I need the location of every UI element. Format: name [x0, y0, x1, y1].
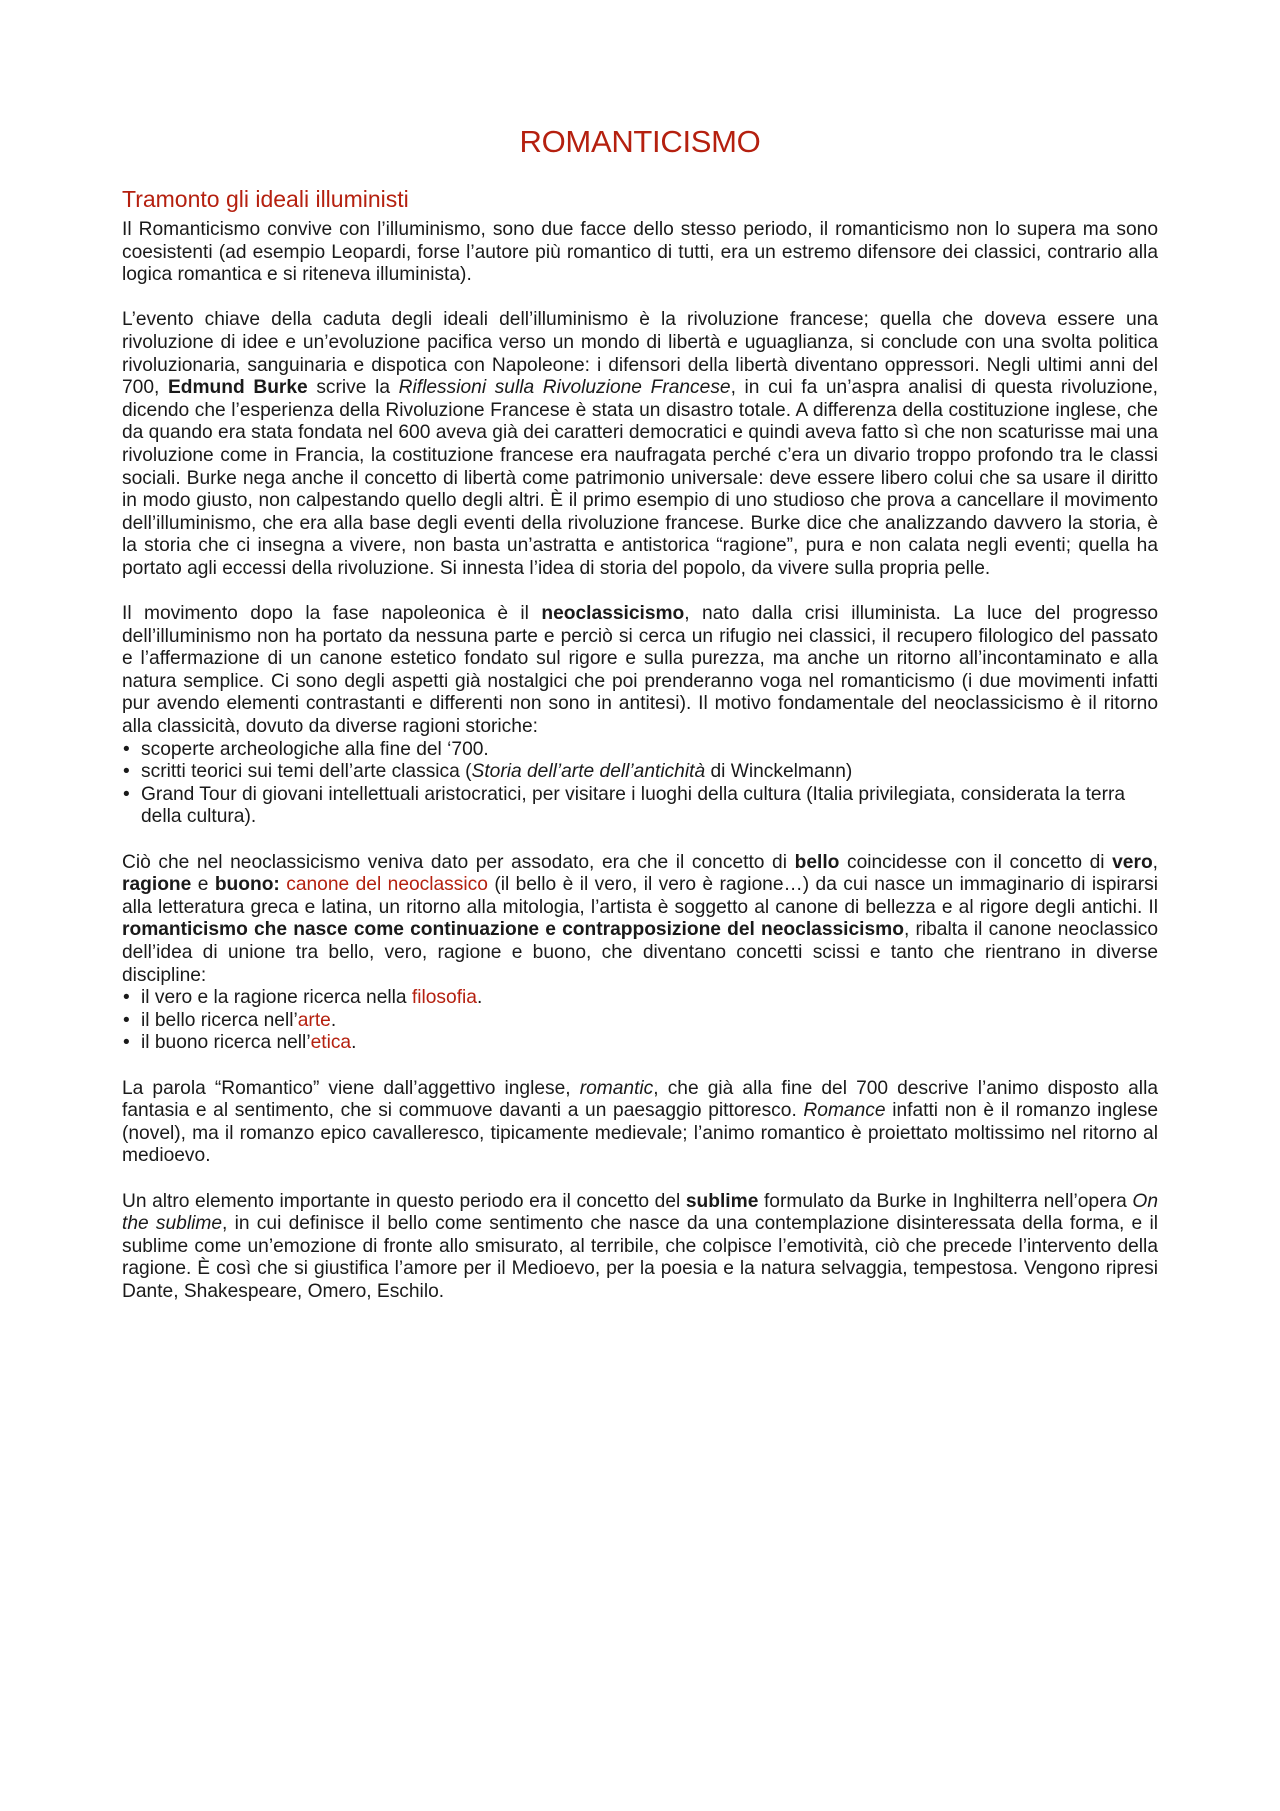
bold-romanticismo-statement: romanticismo che nasce come continuazione e contrapposizione del neoclassicismo [122, 919, 904, 941]
page-title: ROMANTICISMO [519, 124, 761, 159]
section-heading: Tramonto gli ideali illuministi [122, 186, 409, 212]
paragraph-french-revolution: L’evento chiave della caduta degli ideali dell’illuminismo è la rivoluzione francese; quella che doveva essere una rivoluzione di idee e un’evoluzione pacifica verso un mondo di libertà e uguaglianza, si conclude con una svolta politica rivoluzionaria, sanguinaria e dispotica con Napoleone: i difensori della libertà diventano oppressori. Negli ultimi anni del 700, Edmund Burke scrive la Riflessioni sulla Rivoluzione Francese, in cui fa un’aspra analisi di questa rivoluzione, dicendo che l’esperienza della Rivoluzione Francese è stata un disastro totale. A differenza della costituzione inglese, che da quando era stata fondata nel 600 aveva già dei caratteri democratici e quindi aveva fatto sì che non scaturisse mai una rivoluzione come in Francia, la costituzione francese era naufragata perché c’era un divario troppo profondo tra le classi sociali. Burke nega anche il concetto di libertà come patrimonio universale: deve essere libero colui che sa usare il diritto in modo giusto, non calpestando quello degli altri. È il primo esempio di uno studioso che prova a cancellare il movimento dell’illuminismo, che era alla base degli eventi della rivoluzione francese. Burke dice che analizzando davvero la storia, è la storia che ci insegna a vivere, non basta un’astratta e antistorica “ragione”, pura e non calata negli eventi; quella ha portato agli eccessi della rivoluzione. Si innesta l’idea di storia del popolo, da vivere sulla propria pelle. [122, 309, 1158, 579]
highlight-canone: canone del neoclassico [286, 874, 488, 896]
paragraph-romantico-word: La parola “Romantico” viene dall’aggettivo inglese, romantic, che già alla fine del 700 descrive l’animo disposto alla fantasia e al sentimento, che si commuove davanti a un paesaggio pittoresco. Romance infatti non è il romanzo inglese (novel), ma il romanzo epico cavalleresco, tipicamente medievale; l’animo romantico è proiettato moltissimo nel ritorno al medioevo. [122, 1077, 1159, 1167]
list-item: • Grand Tour di giovani intellettuali aristocratici, per visitare i luoghi della cultura (Italia privilegiata, considerata la terra della cultura). [122, 784, 1158, 829]
list-disciplines [122, 987, 1158, 1055]
paragraph-neoclassicism: Il movimento dopo la fase napoleonica è il neoclassicismo, nato dalla crisi illuminista. La luce del progresso dell’illuminismo non ha portato da nessuna parte e perciò si cerca un rifugio nei classici, il recupero filologico del passato e l’affermazione di un canone estetico fondato sul rigore e sulla purezza, ma anche un ritorno all’incontaminato e alla natura semplice. Ci sono degli aspetti già nostalgici che poi prenderanno voga nel romanticismo (i due movimenti infatti pur avendo elementi contrastanti e differenti non sono in antitesi). Il motivo fondamentale del neoclassicismo è il ritorno alla classicità, dovuto da diverse ragioni storiche: [122, 603, 1158, 738]
italic-book-title: Riflessioni sulla Rivoluzione Francese [398, 377, 731, 399]
bold-neoclassicismo: neoclassicismo [541, 603, 685, 625]
list-item: • scoperte archeologiche alla fine del ‘700. [122, 739, 1158, 762]
paragraph-intro: Il Romanticismo convive con l’illuminismo, sono due facce dello stesso periodo, il romanticismo non lo supera ma sono coesistenti (ad esempio Leopardi, forse l’autore più romantico di tutti, era un estremo difensore dei classici, contrario alla logica romantica e si riteneva illuminista). [122, 219, 1158, 286]
paragraph-sublime: Un altro elemento importante in questo periodo era il concetto del sublime formulato da Burke in Inghilterra nell’opera On the sublime, in cui definisce il bello come sentimento che nasce da una contemplazione disinteressata della forma, e il sublime come un’emozione di fronte allo smisurato, al terribile, che colpisce l’emotività, ciò che precede l’intervento della ragione. È così che si giustifica l’amore per il Medioevo, per la poesia e la natura selvaggia, tempestosa. Vengono ripresi Dante, Shakespeare, Omero, Eschilo. [122, 1190, 1159, 1302]
list-item: • scritti teorici sui temi dell’arte classica (Storia dell’arte dell’antichità di Winckelmann) [122, 761, 1158, 784]
italic-winckelmann-work: Storia dell’arte dell’antichità [471, 761, 706, 783]
list-item: • il buono ricerca nell’etica. [122, 1032, 1158, 1055]
bold-edmund-burke: Edmund Burke [167, 377, 308, 399]
paragraph-canon: Ciò che nel neoclassicismo veniva dato per assodato, era che il concetto di bello coincidesse con il concetto di vero, ragione e buono: canone del neoclassico (il bello è il vero, il vero è ragione…) da cui nasce un immaginario di ispirarsi alla letteratura greca e latina, un ritorno alla mitologia, l’artista è soggetto al canone di bellezza e al rigore degli antichi. Il romanticismo che nasce come continuazione e contrapposizione del neoclassicismo, ribalta il canone neoclassico dell’idea di unione tra bello, vero, ragione e buono, che diventano concetti scissi e tanto che rientrano in diverse discipline: [122, 851, 1159, 986]
list-historical-reasons [122, 739, 1158, 829]
document-body [122, 219, 1158, 1326]
list-item: • il bello ricerca nell’arte. [122, 1010, 1158, 1033]
list-item: • il vero e la ragione ricerca nella filosofia. [122, 987, 1158, 1010]
